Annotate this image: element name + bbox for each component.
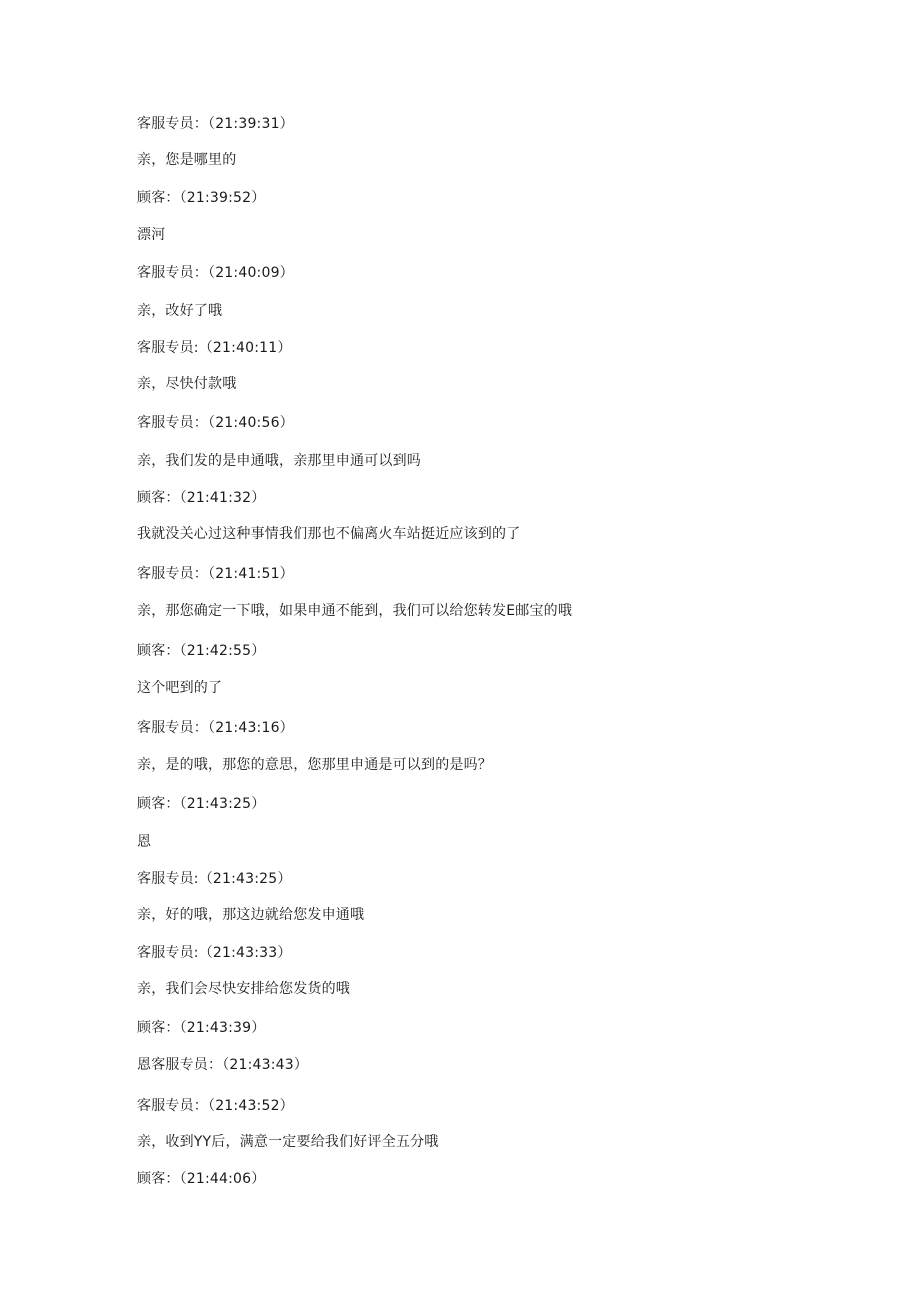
speaker-timestamp-line: 客服专员：（21:40:56）: [137, 415, 294, 431]
speaker-timestamp-line: 顾客：（21:39:52）: [137, 190, 266, 206]
message-line: 亲，收到YY后，满意一定要给我们好评全五分哦: [137, 1134, 439, 1150]
message-line: 亲，那您确定一下哦，如果申通不能到，我们可以给您转发E邮宝的哦: [137, 603, 573, 619]
speaker-timestamp-line: 客服专员：（21:39:31）: [137, 116, 294, 132]
speaker-timestamp-line: 客服专员:（21:40:11）: [137, 340, 292, 356]
message-line: 亲，我们会尽快安排给您发货的哦: [137, 981, 350, 997]
speaker-timestamp-line: 顾客：（21:43:39）: [137, 1020, 266, 1036]
message-line: 这个吧到的了: [137, 680, 223, 696]
speaker-timestamp-line: 客服专员:（21:43:25）: [137, 871, 292, 887]
speaker-timestamp-line: 顾客：（21:43:25）: [137, 796, 266, 812]
message-line: 亲，尽快付款哦: [137, 376, 237, 392]
message-line: 漂河: [137, 227, 166, 243]
message-line: 亲，好的哦，那这边就给您发申通哦: [137, 907, 365, 923]
speaker-timestamp-line: 恩客服专员：（21:43:43）: [137, 1057, 309, 1073]
speaker-timestamp-line: 客服专员：（21:40:09）: [137, 265, 294, 281]
speaker-timestamp-line: 顾客：（21:41:32）: [137, 490, 266, 506]
message-line: 亲，我们发的是申通哦，亲那里申通可以到吗: [137, 453, 421, 469]
message-line: 亲，您是哪里的: [137, 152, 237, 168]
message-line: 亲，是的哦，那您的意思，您那里申通是可以到的是吗？: [137, 757, 492, 773]
speaker-timestamp-line: 客服专员：（21:43:16）: [137, 720, 294, 736]
speaker-timestamp-line: 客服专员：（21:43:52）: [137, 1098, 294, 1114]
speaker-timestamp-line: 顾客：（21:42:55）: [137, 643, 266, 659]
message-line: 我就没关心过这种事情我们那也不偏离火车站挺近应该到的了: [137, 526, 521, 542]
message-line: 亲，改好了哦: [137, 303, 223, 319]
speaker-timestamp-line: 客服专员:（21:43:33）: [137, 945, 292, 961]
speaker-timestamp-line: 顾客：（21:44:06）: [137, 1171, 266, 1187]
speaker-timestamp-line: 客服专员：（21:41:51）: [137, 566, 294, 582]
message-line: 恩: [137, 834, 152, 850]
